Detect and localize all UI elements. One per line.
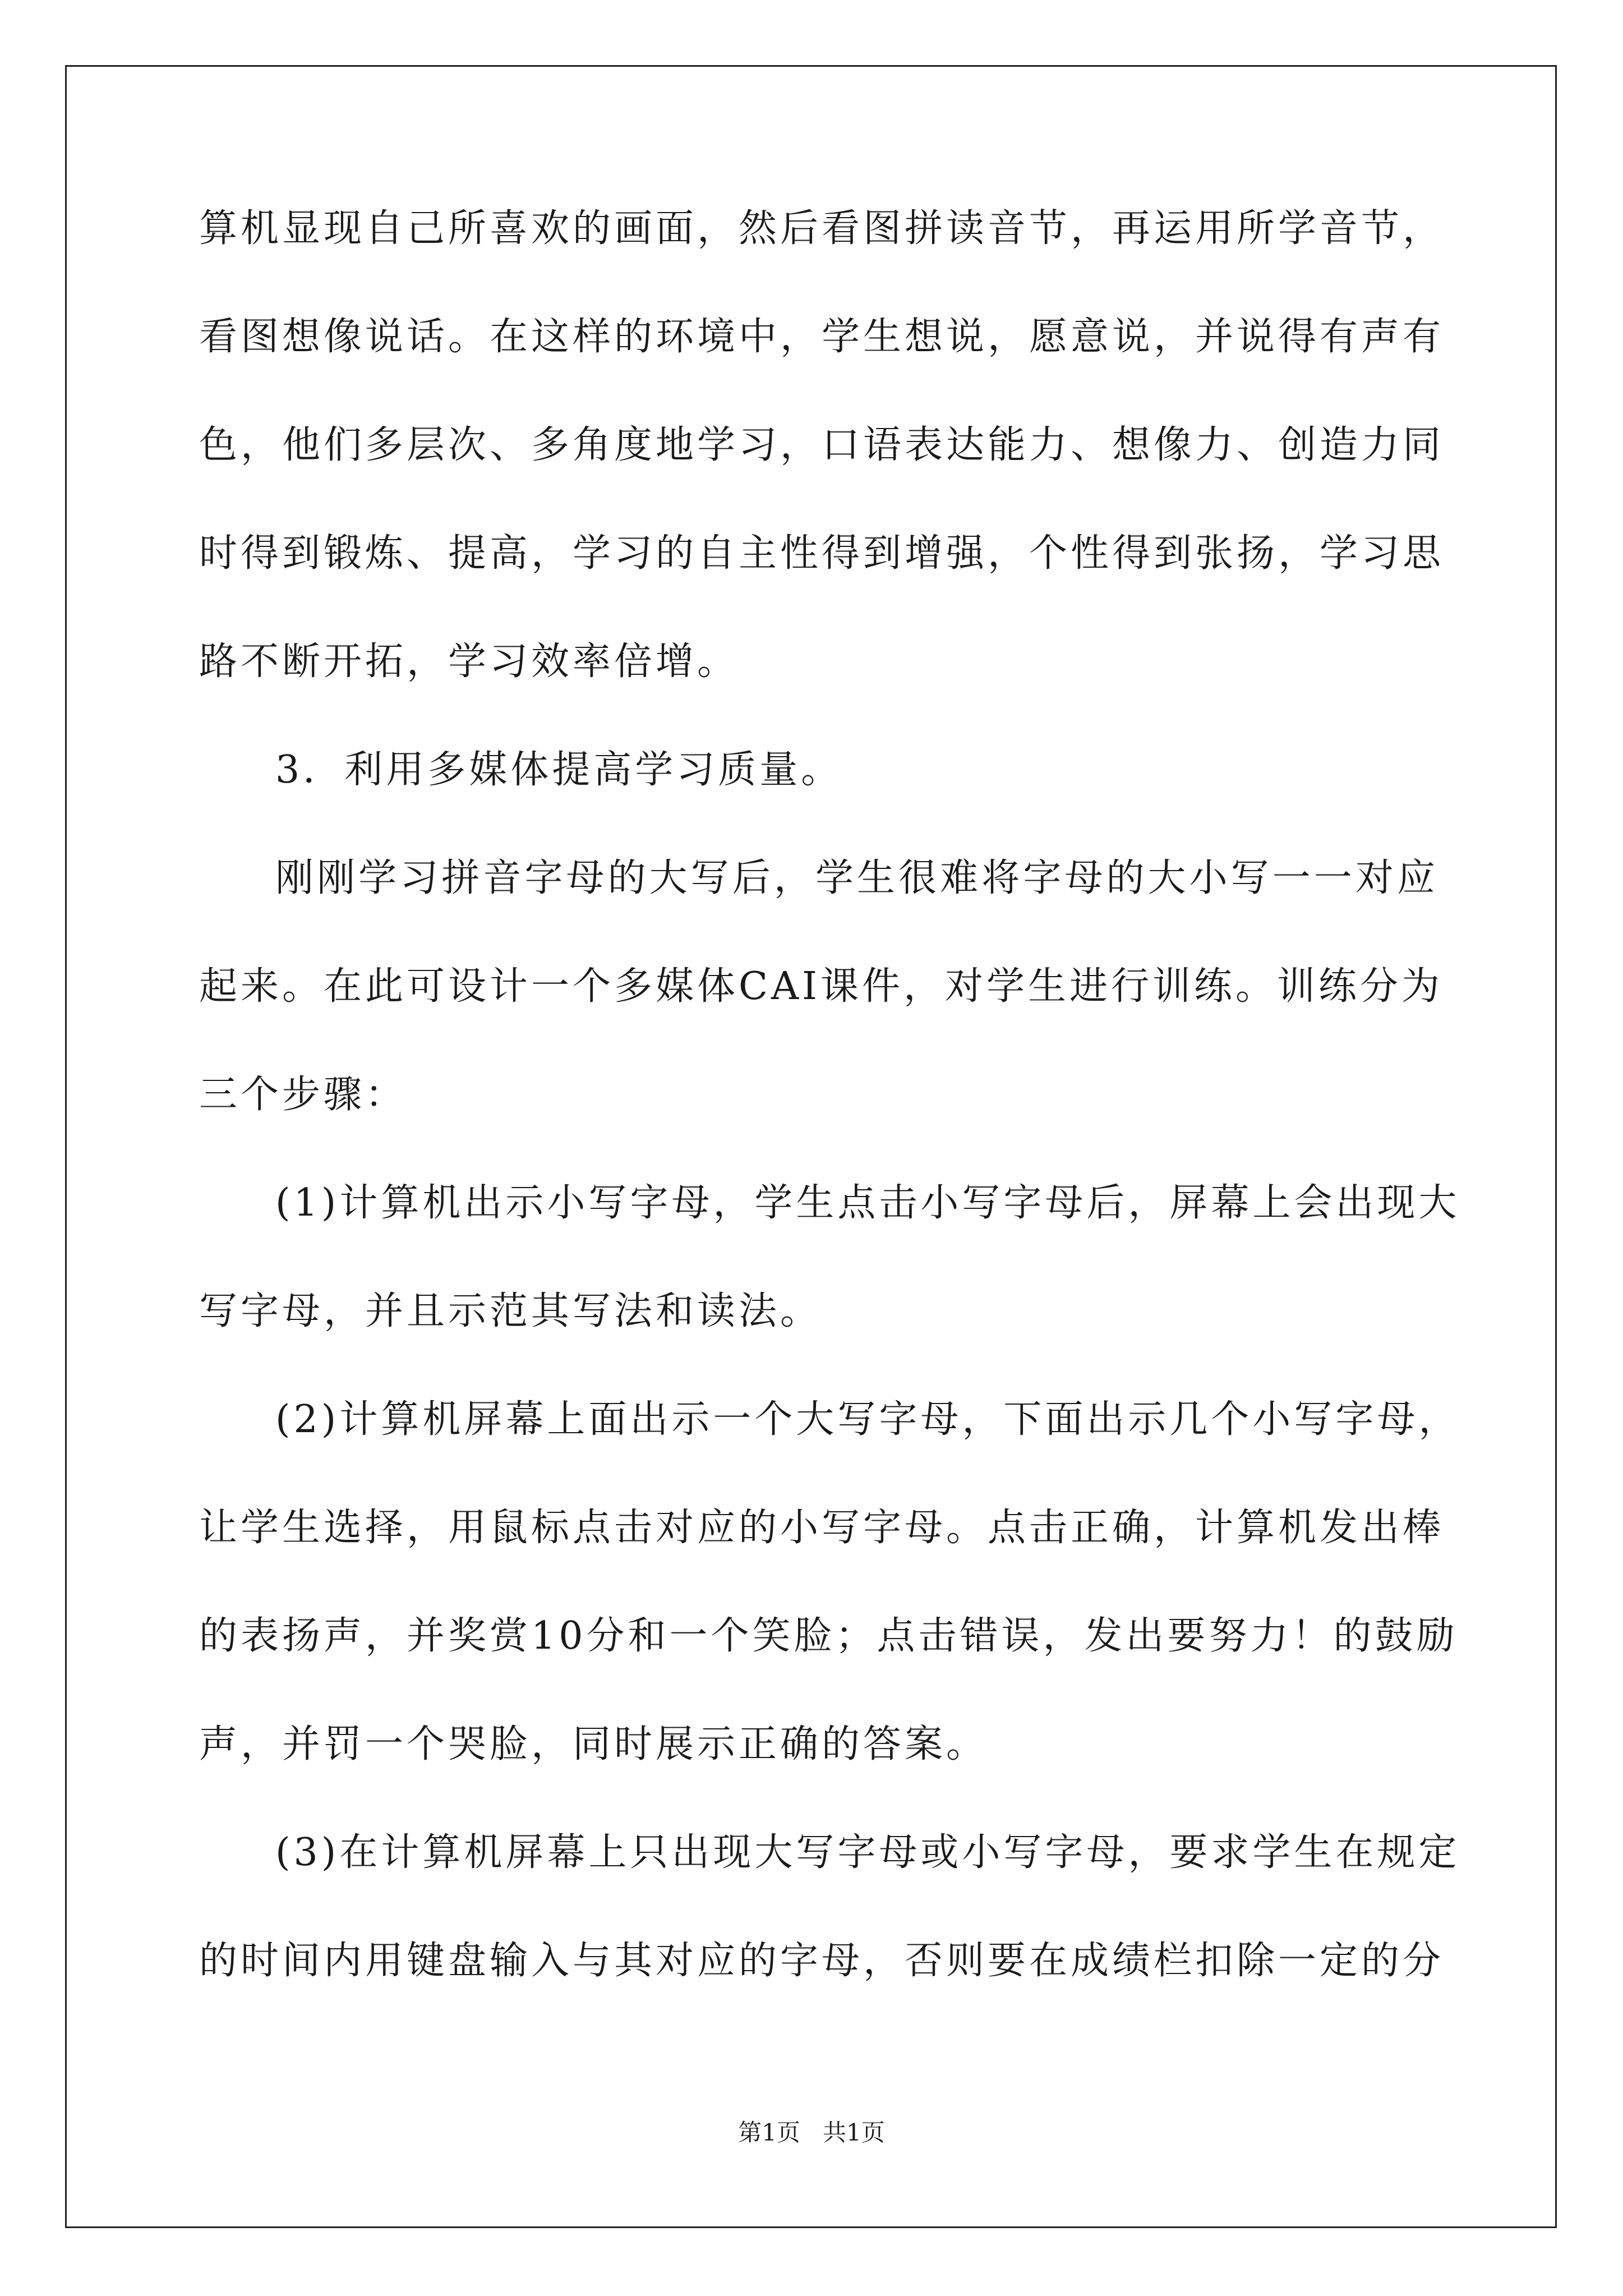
text-line: 路不断开拓，学习效率倍增。: [199, 639, 739, 684]
text-line: 时得到锻炼、提高，学习的自主性得到增强，个性得到张扬，学习思: [199, 531, 1445, 576]
text-line: 的表扬声，并奖赏10分和一个笑脸；点击错误，发出要努力！的鼓励: [199, 1614, 1458, 1658]
text-line: 声，并罚一个哭脸，同时展示正确的答案。: [199, 1722, 988, 1766]
text-line: 算机显现自己所喜欢的画面，然后看图拼读音节，再运用所学音节，: [199, 206, 1445, 251]
text-line: 三个步骤：: [199, 1073, 407, 1117]
text-line: (1)计算机出示小写字母，学生点击小写字母后，屏幕上会出现大: [275, 1181, 1460, 1225]
text-line: 让学生选择，用鼠标点击对应的小写字母。点击正确，计算机发出棒: [199, 1506, 1445, 1550]
text-line: 起来。在此可设计一个多媒体CAI课件，对学生进行训练。训练分为: [199, 964, 1443, 1009]
text-line: 看图想像说话。在这样的环境中，学生想说，愿意说，并说得有声有: [199, 315, 1445, 359]
text-line: (2)计算机屏幕上面出示一个大写字母，下面出示几个小写字母，: [275, 1397, 1460, 1442]
page-number-footer: 第1页 共1页: [738, 2119, 885, 2146]
text-line: 刚刚学习拼音字母的大写后，学生很难将字母的大小写一一对应: [275, 856, 1438, 900]
section-heading: 3．利用多媒体提高学习质量。: [275, 748, 843, 792]
text-line: 的时间内用键盘输入与其对应的字母，否则要在成绩栏扣除一定的分: [199, 1939, 1445, 1983]
text-line: (3)在计算机屏幕上只出现大写字母或小写字母，要求学生在规定: [275, 1830, 1460, 1875]
text-line: 色，他们多层次、多角度地学习，口语表达能力、想像力、创造力同: [199, 423, 1445, 467]
text-line: 写字母，并且示范其写法和读法。: [199, 1289, 822, 1333]
document-body: [199, 202, 1460, 2042]
